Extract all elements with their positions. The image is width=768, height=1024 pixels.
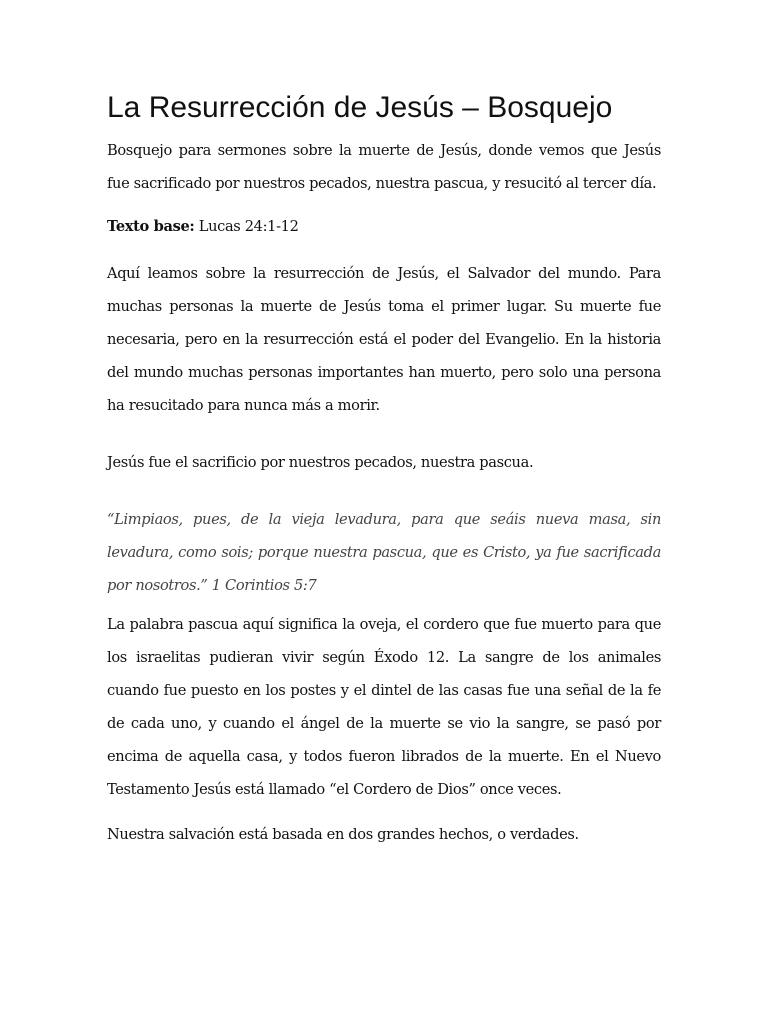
document-title: La Resurrección de Jesús – Bosquejo bbox=[107, 91, 613, 124]
scripture-quote: “Limpiaos, pues, de la vieja levadura, para que seáis nueva masa, sin levadura, como sois; porque nuestra pascua, que es Cristo, ya fue sacrificada por nosotros.” 1 Corintios 5:7 bbox=[107, 511, 661, 594]
paragraph-pascua: La palabra pascua aquí significa la oveja, el cordero que fue muerto para que los israelitas pudieran vivir según Éxodo 12. La sangre de los animales cuando fue puesto en los postes y el dintel de las casas fue una señal de la fe de cada uno, y cuando el ángel de la muerte se vio la sangre, se pasó por encima de aquella casa, y todos fueron librados de la muerte. En el Nuevo Testamento Jesús está llamado “el Cordero de Dios” once veces. bbox=[107, 616, 661, 798]
paragraph-sacrificio: Jesús fue el sacrificio por nuestros pecados, nuestra pascua. bbox=[107, 454, 534, 471]
texto-base-line bbox=[107, 210, 661, 243]
paragraph-resurreccion: Aquí leamos sobre la resurrección de Jesús, el Salvador del mundo. Para muchas personas la muerte de Jesús toma el primer lugar. Su muerte fue necesaria, pero en la resurrección está el poder del Evangelio. En la historia del mundo muchas personas importantes han muerto, pero solo una persona ha resucitado para nunca más a morir. bbox=[107, 265, 661, 414]
texto-base-value: Lucas 24:1-12 bbox=[194, 218, 299, 235]
document-page bbox=[107, 88, 661, 851]
intro-paragraph: Bosquejo para sermones sobre la muerte de Jesús, donde vemos que Jesús fue sacrificado por nuestros pecados, nuestra pascua, y resucitó al tercer día. bbox=[107, 142, 661, 192]
texto-base-label: Texto base: bbox=[107, 218, 195, 235]
paragraph-salvacion: Nuestra salvación está basada en dos grandes hechos, o verdades. bbox=[107, 826, 579, 843]
